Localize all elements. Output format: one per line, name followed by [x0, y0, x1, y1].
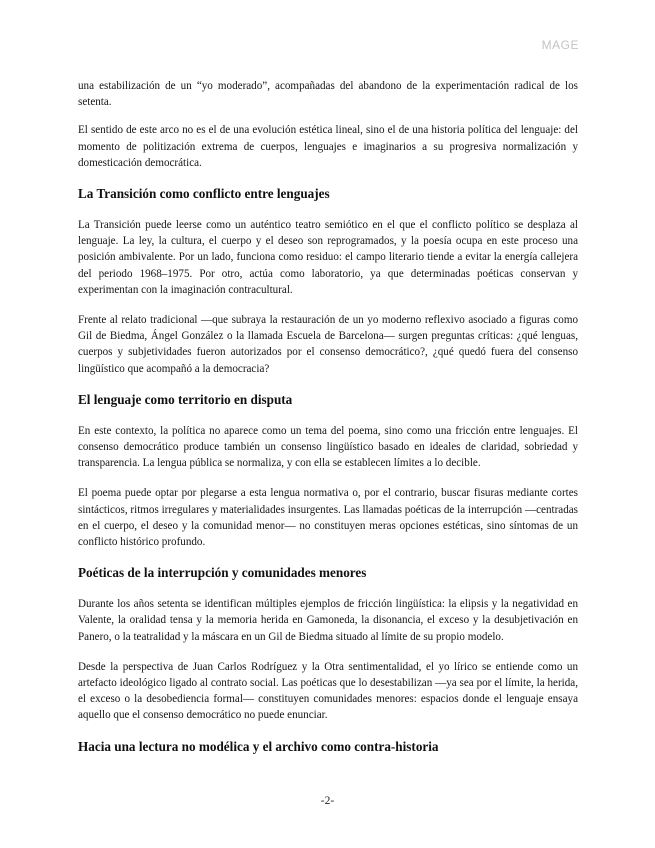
body-paragraph: El sentido de este arco no es el de una evolución estética lineal, sino el de una historia política del lenguaje: del momento de politización extrema de cuerpos, lenguajes e imaginarios a su progresiva normalización y domesticación democrática.: [78, 124, 578, 169]
body-paragraph: La Transición puede leerse como un auténtico teatro semiótico en el que el conflicto político se desplaza al lenguaje. La ley, la cultura, el cuerpo y el deseo son reprogramados, y la poesía ocupa en este proceso una posición ambivalente. Por un lado, funciona como residuo: el campo literario tiende a evitar la energía callejera del periodo 1968–1975. Por otro, actúa como laboratorio, ya que determinadas poéticas conservan y experimentan con la imaginación contracultural.: [78, 219, 578, 296]
page-content: [78, 78, 578, 770]
body-paragraph: Durante los años setenta se identifican múltiples ejemplos de fricción lingüística: la elipsis y la negatividad en Valente, la oralidad tensa y la memoria herida en Gamoneda, la disonancia, el exceso y la desubjetivación en Panero, o la teatralidad y la máscara en un Gil de Biedma situado al límite de su propio modelo.: [78, 598, 578, 643]
body-paragraph: Frente al relato tradicional —que subraya la restauración de un yo moderno reflexivo asociado a figuras como Gil de Biedma, Ángel González o la llamada Escuela de Barcelona— surgen preguntas críticas: ¿qué lenguas, cuerpos y subjetividades fueron autorizados por el consenso democrático?, ¿qué quedó fuera del consenso lingüístico que acompañó a la democracia?: [78, 314, 578, 375]
section-heading: La Transición como conflicto entre lenguajes: [78, 186, 330, 202]
body-paragraph: Desde la perspectiva de Juan Carlos Rodríguez y la Otra sentimentalidad, el yo lírico se entiende como un artefacto ideológico ligado al contrato social. Las poéticas que lo desestabilizan —ya sea por el límite, la herida, el exceso o la desobediencia formal— constituyen comunidades menores: espacios donde el lenguaje ensaya aquello que el consenso democrático no puede enunciar.: [78, 660, 578, 722]
body-paragraph: El poema puede optar por plegarse a esta lengua normativa o, por el contrario, buscar fisuras mediante cortes sintácticos, ritmos irregulares y materialidades insurgentes. Las llamadas poéticas de la interrupción —centradas en el cuerpo, el deseo y la comunidad menor— no constituyen meras opciones estéticas, sino síntomas de un conflicto histórico profundo.: [78, 487, 578, 549]
section-heading: Poéticas de la interrupción y comunidades menores: [78, 565, 367, 581]
body-paragraph: En este contexto, la política no aparece como un tema del poema, sino como una fricción entre lenguajes. El consenso democrático produce también un consenso lingüístico basado en ideales de claridad, sobriedad y transparencia. La lengua pública se normaliza, y con ella se establecen límites a lo decible.: [78, 424, 578, 470]
section-heading: El lenguaje como territorio en disputa: [78, 391, 293, 407]
section-heading: Hacia una lectura no modélica y el archivo como contra-historia: [78, 738, 439, 754]
page-number: -2-: [320, 795, 335, 807]
header-mark: MAGE: [541, 38, 579, 52]
body-paragraph: una estabilización de un “yo moderado”, acompañadas del abandono de la experimentación radical de los setenta.: [78, 80, 578, 109]
